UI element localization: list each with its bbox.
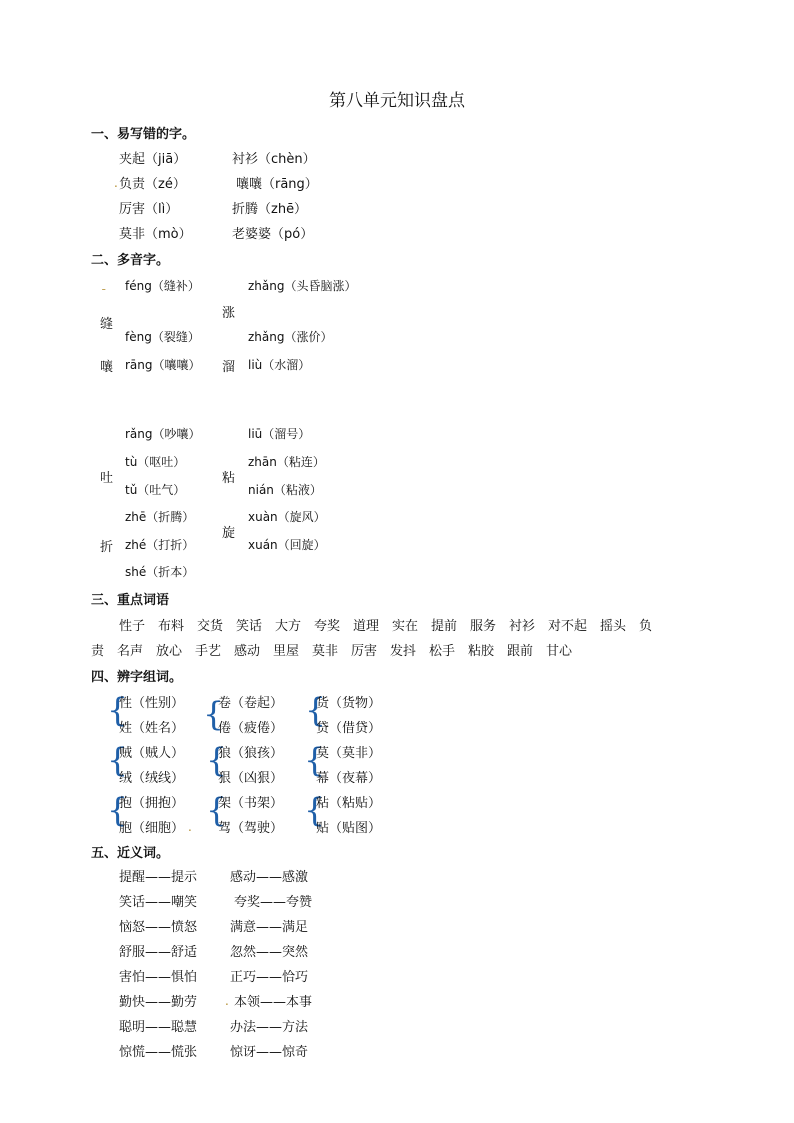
reading: shé（折本） [125, 565, 195, 579]
key-words-line: 责 名声 放心 手艺 感动 里屋 莫非 厉害 发抖 松手 粘胶 跟前 甘心 [91, 644, 573, 659]
s1-item: 嚷嚷（rāng） [236, 177, 318, 192]
char-pair-item: 狼（狼孩） [218, 746, 284, 761]
brace-icon: { [107, 790, 128, 829]
char-pair-item: 贷（借贷） [316, 721, 382, 736]
polyphone-char: 旋 [222, 526, 236, 541]
synonym-item: 办法——方法 [230, 1020, 309, 1035]
char-pair-item: 姓（姓名） [119, 721, 185, 736]
char-pair-item: 驾（驾驶） [218, 821, 284, 836]
polyphone-char: 嚷 [100, 360, 114, 375]
page-title: 第八单元知识盘点 [329, 91, 465, 111]
synonym-item: 聪明——聪慧 [119, 1020, 198, 1035]
char-pair-item: 狠（凶狠） [218, 771, 284, 786]
s1-item: 负责（zé） [119, 177, 186, 192]
reading: zhǎng（涨价） [248, 330, 333, 344]
brace-icon: { [107, 690, 128, 729]
char-pair-item: 货（货物） [316, 696, 382, 711]
brace-icon: { [206, 740, 227, 779]
reading: zhǎng（头昏脑涨） [248, 279, 357, 293]
char-pair-item: 胞（细胞） [119, 821, 185, 836]
brace-icon: { [203, 694, 224, 733]
polyphone-char: 折 [100, 540, 114, 555]
synonym-item: 惊慌——慌张 [119, 1045, 198, 1060]
s1-item: 夹起（jiā） [119, 152, 187, 167]
brace-icon: { [206, 790, 227, 829]
brace-icon: { [304, 790, 325, 829]
synonym-item: 忽然——突然 [230, 945, 309, 960]
synonym-item: 满意——满足 [230, 920, 309, 935]
reading: tǔ（吐气） [125, 483, 186, 497]
s1-item: 厉害（lì） [119, 202, 179, 217]
brace-icon: { [304, 740, 325, 779]
reading: liù（水溜） [248, 358, 311, 372]
reading: rǎng（吵嚷） [125, 427, 201, 441]
section-5-heading: 五、近义词。 [91, 846, 170, 861]
s1-item: 衬衫（chèn） [232, 152, 316, 167]
reading: liū（溜号） [248, 427, 311, 441]
synonym-item: 感动——感激 [230, 870, 309, 885]
char-pair-item: 倦（疲倦） [218, 721, 284, 736]
brace-icon: { [305, 690, 326, 729]
section-4-heading: 四、辨字组词。 [91, 670, 183, 685]
s1-item: 老婆婆（pó） [232, 227, 314, 242]
char-pair-item: 粘（粘贴） [316, 796, 382, 811]
reading: xuàn（旋风） [248, 510, 326, 524]
stray-dot-mark: . [188, 820, 192, 834]
char-pair-item: 卷（卷起） [218, 696, 284, 711]
polyphone-char: 溜 [222, 360, 236, 375]
stray-dot-mark: . [114, 176, 118, 190]
reading: zhān（粘连） [248, 455, 325, 469]
tick-mark: ¯ [101, 287, 107, 300]
brace-icon: { [107, 740, 128, 779]
synonym-item: 正巧——恰巧 [230, 970, 309, 985]
reading: tù（呕吐） [125, 455, 186, 469]
synonym-item: 害怕——惧怕 [119, 970, 198, 985]
char-pair-item: 架（书架） [218, 796, 284, 811]
synonym-item: 笑话——嘲笑 [119, 895, 198, 910]
char-pair-item: 贴（贴图） [316, 821, 382, 836]
synonym-item: 恼怒——愤怒 [119, 920, 198, 935]
char-pair-item: 抱（拥抱） [119, 796, 185, 811]
reading: zhé（打折） [125, 538, 195, 552]
polyphone-char: 吐 [100, 471, 114, 486]
char-pair-item: 绒（绒线） [119, 771, 185, 786]
reading: xuán（回旋） [248, 538, 326, 552]
polyphone-char: 粘 [222, 471, 236, 486]
synonym-item: 惊讶——惊奇 [230, 1045, 309, 1060]
synonym-item: 夸奖——夸赞 [234, 895, 313, 910]
key-words-line: 性子 布料 交货 笑话 大方 夸奖 道理 实在 提前 服务 衬衫 对不起 摇头 负 [119, 619, 653, 634]
section-2-heading: 二、多音字。 [91, 253, 170, 268]
section-1-heading: 一、易写错的字。 [91, 127, 196, 142]
reading: fèng（裂缝） [125, 330, 200, 344]
reading: féng（缝补） [125, 279, 200, 293]
synonym-item: 提醒——提示 [119, 870, 198, 885]
stray-dot-mark: . [225, 994, 229, 1008]
char-pair-item: 贼（贼人） [119, 746, 185, 761]
reading: rāng（嚷嚷） [125, 358, 201, 372]
reading: zhē（折腾） [125, 510, 195, 524]
synonym-item: 舒服——舒适 [119, 945, 198, 960]
section-3-heading: 三、重点词语 [91, 593, 170, 608]
char-pair-item: 莫（莫非） [316, 746, 382, 761]
polyphone-char: 涨 [222, 306, 236, 321]
synonym-item: 勤快——勤劳 [119, 995, 198, 1010]
reading: nián（粘液） [248, 483, 322, 497]
char-pair-item: 性（性别） [119, 696, 185, 711]
s1-item: 莫非（mò） [119, 227, 192, 242]
synonym-item: 本领——本事 [234, 995, 313, 1010]
polyphone-char: 缝 [100, 317, 114, 332]
s1-item: 折腾（zhē） [232, 202, 308, 217]
char-pair-item: 幕（夜幕） [316, 771, 382, 786]
